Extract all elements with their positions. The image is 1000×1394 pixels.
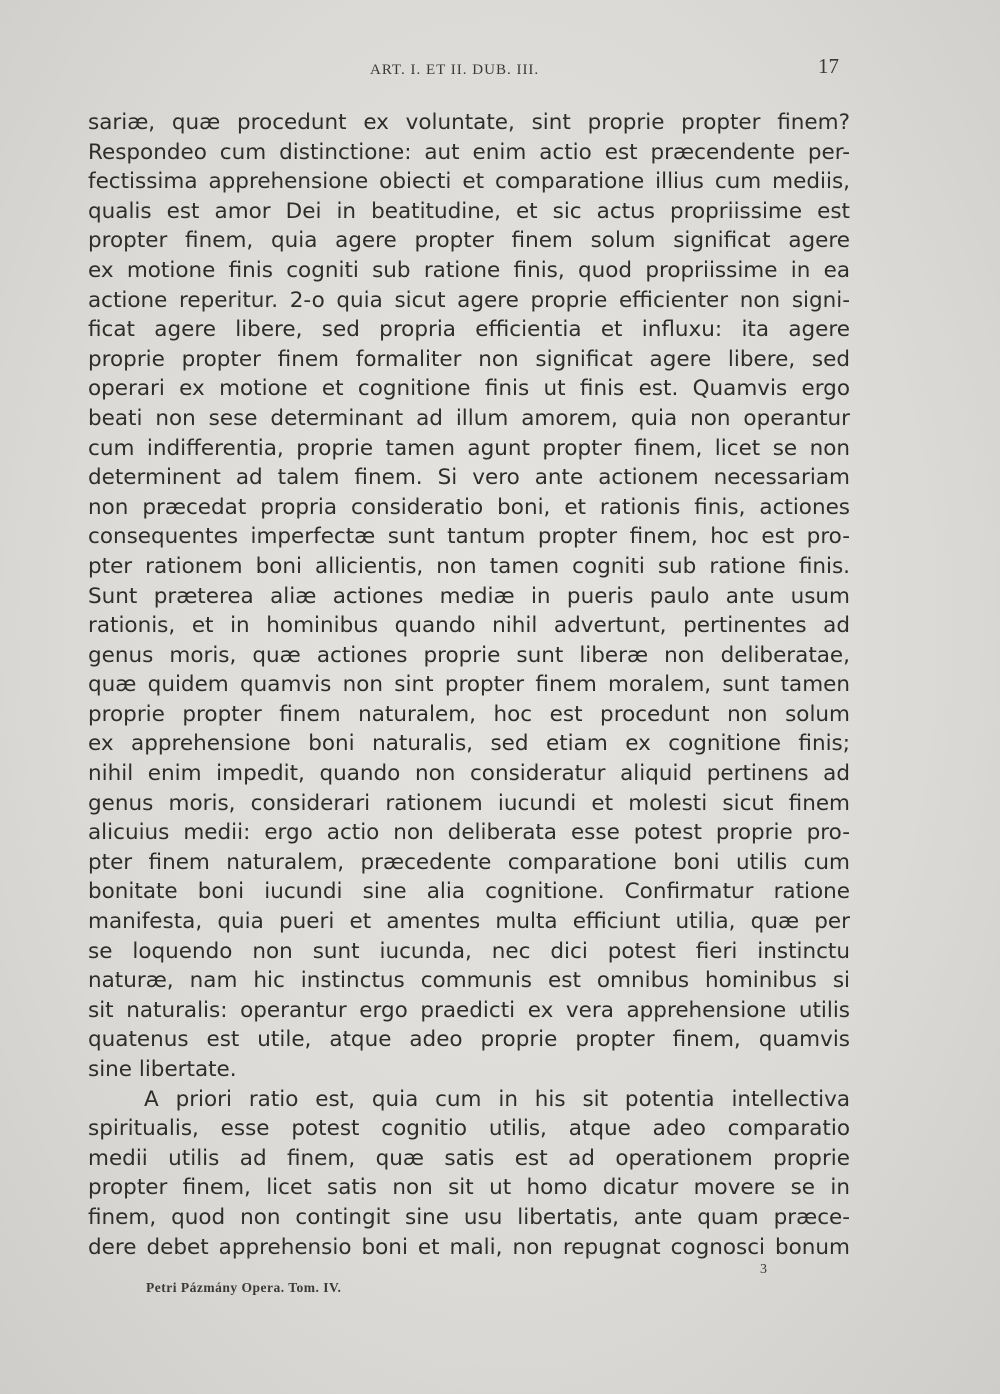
text-line: medii utilis ad finem, quæ satis est ad operationem proprie [88,1145,850,1171]
text-line: ex motione finis cogniti sub ratione finis, quod propriissime in ea [88,257,850,283]
text-line: se loquendo non sunt iucunda, nec dici potest fieri instinctu [88,938,850,964]
text-line: propter finem, quia agere propter finem solum significat agere [88,228,850,254]
footer-book-title: Petri Pázmány Opera. Tom. IV. [146,1280,342,1295]
text-line: ex apprehensione boni naturalis, sed etiam ex cognitione finis; [88,731,850,757]
text-line: genus moris, quæ actiones proprie sunt liberæ non deliberatae, [88,642,850,668]
text-line: ficat agere libere, sed propria efficientia et influxu: ita agere [88,317,850,343]
running-head: ART. I. ET II. DUB. III. [370,62,540,78]
text-line: nihil enim impedit, quando non consideratur aliquid pertinens ad [88,761,850,787]
text-line: genus moris, considerari rationem iucundi et molesti sicut finem [88,790,850,816]
text-line: quatenus est utile, atque adeo proprie propter finem, quamvis [88,1027,850,1053]
text-line: sit naturalis: operantur ergo praedicti ex vera apprehensione utilis [88,997,850,1023]
text-line: finem, quod non contingit sine usu libertatis, ante quam præce- [88,1204,850,1230]
text-line: proprie propter finem naturalem, hoc est procedunt non solum [88,701,850,727]
text-line: alicuius medii: ergo actio non deliberata esse potest proprie pro- [88,820,850,846]
text-line: pter rationem boni allicientis, non tamen cogniti sub ratione finis. [88,553,850,579]
text-line: pter finem naturalem, præcedente comparatione boni utilis cum [88,849,850,875]
text-line: dere debet apprehensio boni et mali, non repugnat cognosci bonum [88,1234,850,1260]
text-line: quæ quidem quamvis non sint propter finem moralem, sunt tamen [88,672,850,698]
text-line: qualis est amor Dei in beatitudine, et sic actus propriissime est [88,198,850,224]
text-line: actione reperitur. 2-o quia sicut agere proprie efficienter non signi- [88,287,850,313]
text-line: spiritualis, esse potest cognitio utilis, atque adeo comparatio [88,1116,850,1142]
text-line: sariæ, quæ procedunt ex voluntate, sint proprie propter finem? [88,110,850,135]
text-line: sine libertate. [88,1057,237,1082]
text-line: cum indifferentia, proprie tamen agunt propter finem, licet se non [88,435,850,461]
page-number: 17 [818,54,839,78]
text-line: consequentes imperfectæ sunt tantum propter finem, hoc est pro- [88,524,850,550]
text-line: Sunt præterea aliæ actiones mediæ in pueris paulo ante usum [88,583,850,609]
text-line: beati non sese determinant ad illum amorem, quia non operantur [88,405,850,431]
body-text [88,108,850,1262]
text-line: operari ex motione et cognitione finis ut finis est. Quamvis ergo [88,376,850,402]
text-line: manifesta, quia pueri et amentes multa efficiunt utilia, quæ per [88,909,850,935]
text-line: determinent ad talem finem. Si vero ante actionem necessariam [88,465,850,491]
text-line: fectissima apprehensione obiecti et comparatione illius cum mediis, [88,169,850,195]
text-line: propter finem, licet satis non sit ut homo dicatur movere se in [88,1175,850,1201]
text-line: naturæ, nam hic instinctus communis est omnibus hominibus si [88,968,850,994]
text-line: bonitate boni iucundi sine alia cognitione. Confirmatur ratione [88,879,850,905]
text-line: rationis, et in hominibus quando nihil advertunt, pertinentes ad [88,613,850,639]
signature-mark: 3 [760,1262,767,1277]
text-line: A priori ratio est, quia cum in his sit potentia intellectiva [144,1086,850,1112]
text-line: Respondeo cum distinctione: aut enim actio est præcendente per- [88,139,850,165]
text-line: proprie propter finem formaliter non significat agere libere, sed [88,346,850,372]
text-line: non præcedat propria consideratio boni, et rationis finis, actiones [88,494,850,520]
